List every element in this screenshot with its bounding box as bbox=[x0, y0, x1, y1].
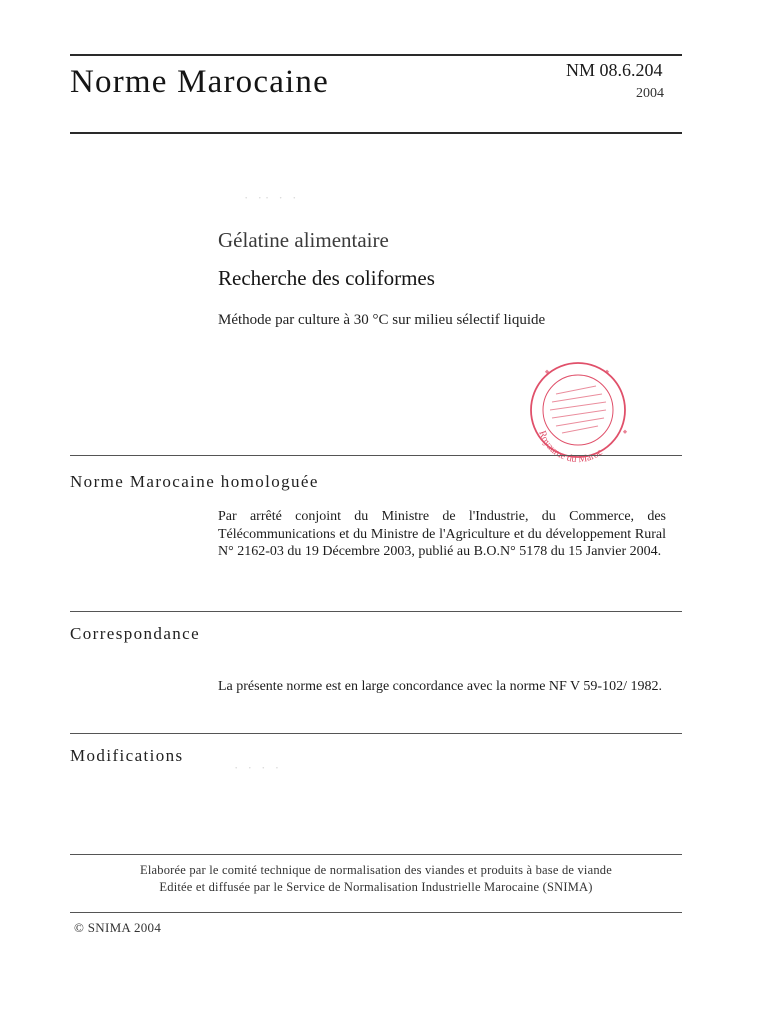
norm-reference: NM 08.6.204 bbox=[566, 60, 663, 80]
homologation-heading: Norme Marocaine homologuée bbox=[70, 472, 319, 491]
scan-artifact: · · · · bbox=[234, 760, 283, 775]
top-rule bbox=[70, 54, 682, 56]
stamp-text: Royaume du Maroc bbox=[536, 429, 605, 464]
footer-bottom-rule bbox=[70, 912, 682, 913]
document-title: Norme Marocaine bbox=[70, 64, 329, 100]
footer-top-rule bbox=[70, 854, 682, 855]
header-bottom-rule bbox=[70, 132, 682, 134]
scan-artifact: · ·· · · bbox=[244, 190, 300, 205]
section-rule bbox=[70, 611, 682, 612]
correspondance-text: La présente norme est en large concordance avec la norme NF V 59-102/ 1982. bbox=[218, 679, 662, 694]
section-rule bbox=[70, 733, 682, 734]
norm-year: 2004 bbox=[636, 86, 664, 101]
footer-line-committee: Elaborée par le comité technique de normalisation des viandes et produits à base de viande bbox=[139, 863, 612, 877]
homologation-text: Par arrêté conjoint du Ministre de l'Industrie, du Commerce, des Télécommunications et du Ministre de l'Agriculture et du développement Rural N° 2162-03 du 19 Décembre 2003, publié au B.O.N° 5178 du 15 Janvier 2004. bbox=[218, 509, 666, 559]
section-rule bbox=[70, 455, 682, 456]
official-stamp bbox=[516, 360, 640, 464]
product-name: Gélatine alimentaire bbox=[218, 228, 389, 252]
product-title: Recherche des coliformes bbox=[218, 266, 435, 290]
product-method: Méthode par culture à 30 °C sur milieu sélectif liquide bbox=[218, 312, 546, 328]
modifications-heading: Modifications bbox=[70, 746, 184, 765]
correspondance-heading: Correspondance bbox=[70, 624, 201, 643]
footer-line-publisher: Editée et diffusée par le Service de Normalisation Industrielle Marocaine (SNIMA) bbox=[159, 880, 593, 894]
footer-credits bbox=[70, 862, 682, 896]
copyright-notice: © SNIMA 2004 bbox=[74, 920, 162, 935]
